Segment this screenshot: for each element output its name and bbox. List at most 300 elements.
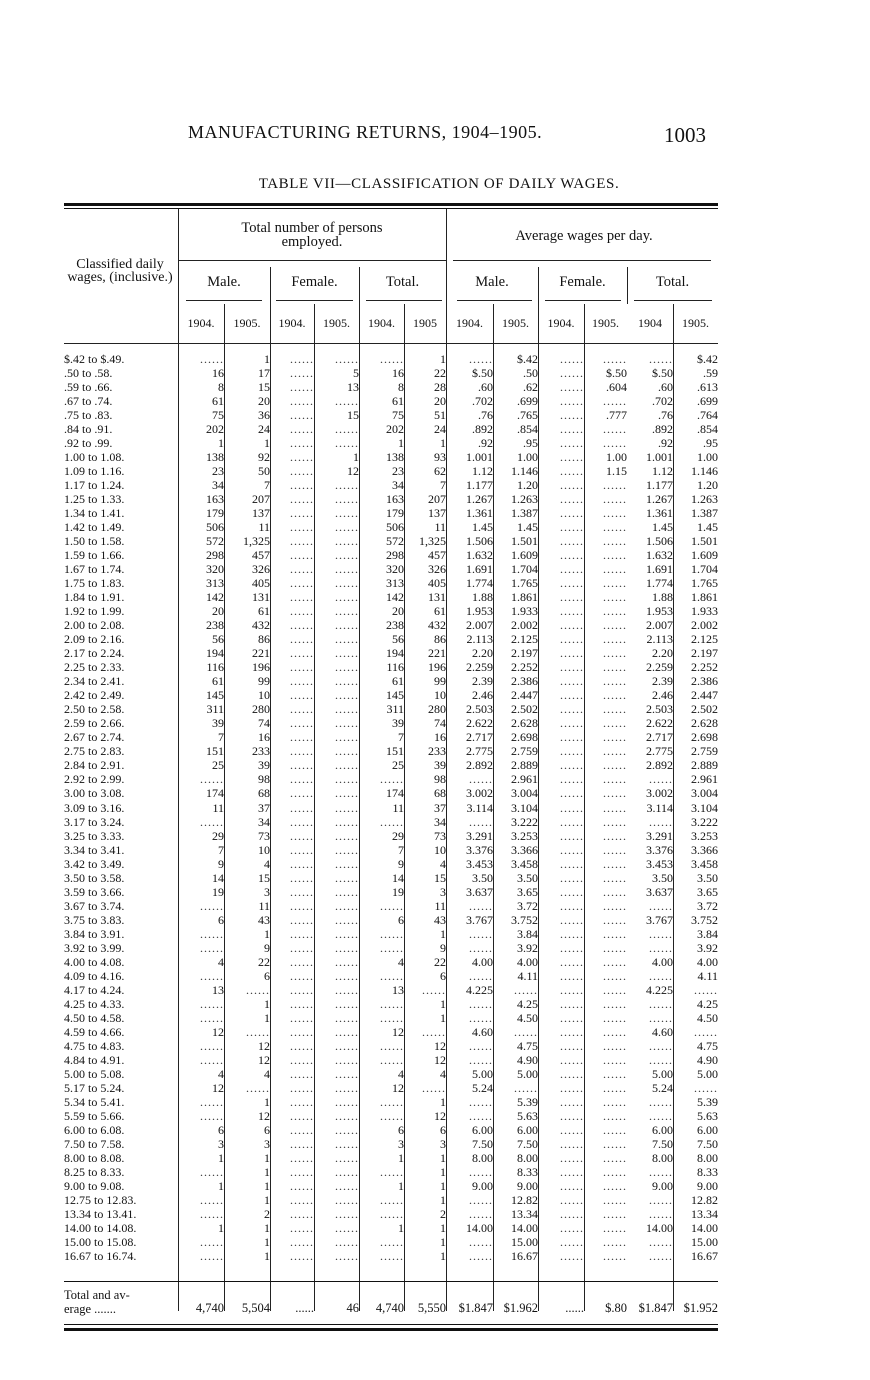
empty-cell	[584, 843, 627, 857]
value-cell: 16	[258, 730, 270, 745]
leader-dots: ......	[560, 422, 584, 437]
empty-cell	[270, 1193, 314, 1207]
empty-cell	[627, 1109, 673, 1123]
leader-dots: ......	[603, 730, 627, 745]
value-cell: 50	[258, 464, 270, 479]
value-cell: 1.387	[511, 506, 538, 521]
value-cell: 6	[440, 1122, 446, 1137]
leader-dots: ......	[335, 352, 359, 366]
year-header: 1905	[413, 316, 437, 330]
table-row	[64, 1109, 718, 1123]
value-cell: 7.50	[652, 1136, 673, 1151]
value-cell: 3.253	[511, 828, 538, 843]
value-cell: 405	[428, 576, 446, 591]
value-cell: 145	[386, 688, 404, 703]
value-cell: 1.267	[466, 492, 493, 507]
empty-cell	[538, 1067, 584, 1081]
value-cell: 13	[347, 380, 359, 395]
value-cell: 23	[212, 464, 224, 479]
value-cell: .613	[697, 380, 718, 395]
empty-cell	[270, 871, 314, 885]
wage-range-cell: .59 to .66.	[64, 380, 113, 395]
wage-range-cell: 2.84 to 2.91.	[64, 758, 125, 773]
leader-dots: ......	[603, 716, 627, 731]
empty-cell	[359, 1011, 404, 1025]
value-cell: 6	[218, 1122, 224, 1137]
value-cell: 506	[386, 520, 404, 535]
value-cell: 3.104	[691, 800, 718, 815]
value-cell: 1.263	[691, 492, 718, 507]
empty-cell	[446, 1011, 493, 1025]
value-cell: 1	[440, 1178, 446, 1193]
leader-dots: ......	[469, 898, 493, 913]
value-cell: 1.263	[511, 492, 538, 507]
empty-cell	[538, 520, 584, 534]
leader-dots: ......	[290, 1122, 314, 1137]
value-cell: 9	[440, 940, 446, 955]
leader-dots: ......	[560, 688, 584, 703]
table-row	[64, 1179, 718, 1193]
empty-cell	[446, 1109, 493, 1123]
top-double-rule-thick	[64, 203, 718, 206]
leader-dots: ......	[200, 1038, 224, 1053]
leader-dots: ......	[560, 618, 584, 633]
value-cell: 320	[386, 562, 404, 577]
value-cell: 1.20	[517, 478, 538, 493]
value-cell: 12	[434, 1052, 446, 1067]
leader-dots: ......	[694, 982, 718, 997]
leader-dots: ......	[603, 1066, 627, 1081]
empty-cell	[270, 562, 314, 576]
empty-cell	[627, 1235, 673, 1249]
value-cell: 3.222	[691, 814, 718, 829]
value-cell: 2.259	[466, 660, 493, 675]
empty-cell	[359, 815, 404, 829]
empty-cell	[627, 352, 673, 366]
value-cell: 1.12	[652, 464, 673, 479]
table-row	[64, 1123, 718, 1137]
leader-dots: ......	[514, 1080, 538, 1095]
value-cell: 2.002	[691, 618, 718, 633]
empty-cell	[314, 1207, 359, 1221]
leader-dots: ......	[335, 506, 359, 521]
leader-dots: ......	[560, 996, 584, 1011]
value-cell: 12	[434, 1108, 446, 1123]
leader-dots: ......	[335, 1192, 359, 1207]
value-cell: 3.767	[466, 912, 493, 927]
table-row	[64, 1067, 718, 1081]
value-cell: 1	[398, 1178, 404, 1193]
wage-range-cell: 2.67 to 2.74.	[64, 730, 125, 745]
leader-dots: ......	[469, 1010, 493, 1025]
empty-cell	[178, 815, 224, 829]
empty-cell	[314, 492, 359, 506]
empty-cell	[584, 997, 627, 1011]
value-cell: 2.197	[511, 646, 538, 661]
table-row	[64, 829, 718, 843]
table-row	[64, 843, 718, 857]
value-cell: 1.15	[606, 464, 627, 479]
empty-cell	[178, 1011, 224, 1025]
empty-cell	[627, 1249, 673, 1263]
value-cell: 138	[206, 450, 224, 465]
value-cell: 24	[258, 422, 270, 437]
leader-dots: ......	[335, 772, 359, 787]
empty-cell	[584, 1193, 627, 1207]
value-cell: 3.222	[511, 814, 538, 829]
value-cell: 163	[206, 492, 224, 507]
leader-dots: ......	[335, 492, 359, 507]
empty-cell	[314, 1039, 359, 1053]
value-cell: .699	[517, 394, 538, 409]
leader-dots: ......	[560, 534, 584, 549]
empty-cell	[270, 464, 314, 478]
empty-cell	[270, 1137, 314, 1151]
empty-cell	[446, 1235, 493, 1249]
wage-range-cell: 2.59 to 2.66.	[64, 716, 125, 731]
leader-dots: ......	[380, 898, 404, 913]
empty-cell	[446, 772, 493, 786]
wage-range-cell: 4.59 to 4.66.	[64, 1024, 125, 1039]
leader-dots: ......	[335, 926, 359, 941]
leader-dots: ......	[649, 1094, 673, 1109]
wage-range-cell: 14.00 to 14.08.	[64, 1220, 137, 1235]
wage-range-cell: 3.25 to 3.33.	[64, 828, 125, 843]
value-cell: 207	[428, 492, 446, 507]
leader-dots: ......	[603, 674, 627, 689]
leader-dots: ......	[380, 1108, 404, 1123]
leader-dots: ......	[560, 982, 584, 997]
empty-cell	[538, 1011, 584, 1025]
leader-dots: ......	[335, 786, 359, 801]
empty-cell	[359, 1095, 404, 1109]
empty-cell	[270, 716, 314, 730]
value-cell: 131	[252, 590, 270, 605]
value-cell: 137	[252, 506, 270, 521]
empty-cell	[224, 983, 270, 997]
empty-cell	[446, 1193, 493, 1207]
value-cell: 3	[440, 884, 446, 899]
value-cell: .92	[478, 436, 493, 451]
value-cell: 138	[386, 450, 404, 465]
value-cell: 4	[218, 954, 224, 969]
leader-dots: ......	[380, 940, 404, 955]
empty-cell	[359, 1053, 404, 1067]
leader-dots: ......	[560, 590, 584, 605]
value-cell: 75	[392, 408, 404, 423]
empty-cell	[627, 927, 673, 941]
leader-dots: ......	[290, 548, 314, 563]
value-cell: 99	[434, 674, 446, 689]
value-cell: 43	[258, 912, 270, 927]
empty-cell	[627, 899, 673, 913]
value-cell: 2.628	[691, 716, 718, 731]
value-cell: 137	[428, 506, 446, 521]
leader-dots: ......	[469, 1192, 493, 1207]
table-row	[64, 646, 718, 660]
value-cell: 12	[212, 1080, 224, 1095]
value-cell: .59	[703, 366, 718, 381]
leader-dots: ......	[560, 1066, 584, 1081]
empty-cell	[314, 1151, 359, 1165]
leader-dots: ......	[335, 562, 359, 577]
empty-cell	[314, 394, 359, 408]
leader-dots: ......	[290, 1010, 314, 1025]
empty-cell	[270, 436, 314, 450]
leader-dots: ......	[560, 772, 584, 787]
leader-dots: ......	[560, 562, 584, 577]
wage-range-cell: 5.59 to 5.66.	[64, 1108, 125, 1123]
empty-cell	[584, 829, 627, 843]
wage-range-cell: 2.75 to 2.83.	[64, 744, 125, 759]
table-row	[64, 534, 718, 548]
leader-dots: ......	[335, 478, 359, 493]
value-cell: 4	[398, 1066, 404, 1081]
empty-cell	[446, 1039, 493, 1053]
empty-cell	[538, 394, 584, 408]
wage-range-cell: 3.42 to 3.49.	[64, 856, 125, 871]
column-headers	[64, 209, 718, 344]
leader-dots: ......	[603, 688, 627, 703]
empty-cell	[584, 1081, 627, 1095]
empty-cell	[673, 1025, 718, 1039]
leader-dots: ......	[380, 1010, 404, 1025]
leader-dots: ......	[560, 800, 584, 815]
empty-cell	[314, 576, 359, 590]
value-cell: 11	[258, 898, 270, 913]
stub-header: Classified daily wages, (inclusive.)	[67, 257, 173, 285]
empty-cell	[178, 772, 224, 786]
leader-dots: ......	[335, 520, 359, 535]
leader-dots: ......	[335, 828, 359, 843]
leader-dots: ......	[335, 856, 359, 871]
empty-cell	[673, 1081, 718, 1095]
empty-cell	[314, 1165, 359, 1179]
value-cell: 1	[440, 926, 446, 941]
empty-cell	[178, 997, 224, 1011]
wage-range-cell: 2.09 to 2.16.	[64, 632, 125, 647]
leader-dots: ......	[603, 548, 627, 563]
empty-cell	[538, 1095, 584, 1109]
leader-dots: ......	[335, 576, 359, 591]
leader-dots: ......	[603, 1249, 627, 1263]
leader-dots: ......	[290, 1164, 314, 1179]
year-header: 1904.	[368, 316, 395, 330]
value-cell: 86	[434, 632, 446, 647]
running-title: MANUFACTURING RETURNS, 1904–1905.	[188, 122, 543, 142]
empty-cell	[627, 941, 673, 955]
value-cell: 86	[258, 632, 270, 647]
leader-dots: ......	[335, 884, 359, 899]
totals-row	[64, 1288, 718, 1316]
table-row	[64, 955, 718, 969]
value-cell: 14.00	[691, 1220, 718, 1235]
leader-dots: ......	[335, 940, 359, 955]
empty-cell	[538, 1123, 584, 1137]
empty-cell	[538, 674, 584, 688]
value-cell: 6.00	[472, 1122, 493, 1137]
leader-dots: ......	[290, 842, 314, 857]
leader-dots: ......	[649, 1038, 673, 1053]
empty-cell	[584, 1053, 627, 1067]
empty-cell	[538, 857, 584, 871]
value-cell: 61	[392, 674, 404, 689]
empty-cell	[178, 1235, 224, 1249]
leader-dots: ......	[560, 1178, 584, 1193]
empty-cell	[538, 464, 584, 478]
value-cell: 1.501	[691, 534, 718, 549]
empty-cell	[584, 548, 627, 562]
empty-cell	[493, 983, 538, 997]
empty-cell	[270, 688, 314, 702]
empty-cell	[314, 1193, 359, 1207]
value-cell: 7	[398, 842, 404, 857]
empty-cell	[584, 576, 627, 590]
empty-cell	[270, 927, 314, 941]
value-cell: 8.00	[697, 1150, 718, 1165]
empty-cell	[538, 436, 584, 450]
empty-cell	[314, 927, 359, 941]
value-cell: .76	[658, 408, 673, 423]
empty-cell	[314, 1249, 359, 1263]
value-cell: 39	[392, 716, 404, 731]
value-cell: 2.889	[511, 758, 538, 773]
value-cell: $.50	[472, 366, 493, 381]
value-cell: .892	[652, 422, 673, 437]
value-cell: 1	[440, 996, 446, 1011]
value-cell: 2.002	[511, 618, 538, 633]
value-cell: 4.11	[517, 968, 538, 983]
year-header: 1905.	[592, 316, 619, 330]
value-cell: 2.628	[511, 716, 538, 731]
leader-dots: ......	[335, 590, 359, 605]
value-cell: 1.774	[646, 576, 673, 591]
value-cell: 20	[212, 604, 224, 619]
value-cell: 22	[434, 366, 446, 381]
leader-dots: ......	[514, 982, 538, 997]
empty-cell	[538, 801, 584, 815]
empty-cell	[270, 618, 314, 632]
leader-dots: ......	[290, 1038, 314, 1053]
subheader-total-persons: Total.	[385, 274, 420, 290]
leader-dots: ......	[200, 1234, 224, 1249]
empty-cell	[270, 857, 314, 871]
leader-dots: ......	[335, 1122, 359, 1137]
value-cell: 17	[258, 366, 270, 381]
value-cell: 13	[212, 982, 224, 997]
empty-cell	[538, 758, 584, 772]
value-cell: $.50	[652, 366, 673, 381]
leader-dots: ......	[200, 1249, 224, 1263]
leader-dots: ......	[603, 1192, 627, 1207]
leader-dots: ......	[603, 884, 627, 899]
empty-cell	[584, 758, 627, 772]
value-cell: 12	[434, 1038, 446, 1053]
value-cell: 238	[386, 618, 404, 633]
value-cell: 4.00	[652, 954, 673, 969]
leader-dots: ......	[603, 758, 627, 773]
value-cell: 25	[212, 758, 224, 773]
leader-dots: ......	[603, 1234, 627, 1249]
value-cell: 3.50	[697, 870, 718, 885]
value-cell: 432	[252, 618, 270, 633]
value-cell: 1.691	[466, 562, 493, 577]
value-cell: 1	[353, 450, 359, 465]
table-row	[64, 913, 718, 927]
leader-dots: ......	[335, 646, 359, 661]
value-cell: 1.933	[511, 604, 538, 619]
value-cell: 34	[434, 814, 446, 829]
leader-dots: ......	[560, 548, 584, 563]
value-cell: 1	[264, 1150, 270, 1165]
leader-dots: ......	[290, 576, 314, 591]
value-cell: 19	[212, 884, 224, 899]
empty-cell	[538, 1249, 584, 1263]
empty-cell	[584, 674, 627, 688]
empty-cell	[538, 576, 584, 590]
empty-cell	[584, 815, 627, 829]
value-cell: 2.961	[511, 772, 538, 787]
leader-dots: ......	[469, 772, 493, 787]
leader-dots: ......	[290, 926, 314, 941]
value-cell: 572	[386, 534, 404, 549]
empty-cell	[538, 1179, 584, 1193]
empty-cell	[314, 590, 359, 604]
table-row	[64, 1235, 718, 1249]
leader-dots: ......	[603, 576, 627, 591]
total-cell: $1.952	[683, 1301, 718, 1315]
value-cell: 4.50	[517, 1010, 538, 1025]
value-cell: 7.50	[697, 1136, 718, 1151]
value-cell: 7	[264, 478, 270, 493]
value-cell: 194	[386, 646, 404, 661]
table-row	[64, 1053, 718, 1067]
empty-cell	[359, 899, 404, 913]
table-row	[64, 352, 718, 366]
leader-dots: ......	[290, 366, 314, 381]
empty-cell	[178, 1249, 224, 1263]
leader-dots: ......	[200, 1206, 224, 1221]
value-cell: 16	[392, 366, 404, 381]
empty-cell	[584, 534, 627, 548]
empty-cell	[627, 1011, 673, 1025]
leader-dots: ......	[603, 646, 627, 661]
leader-dots: ......	[335, 604, 359, 619]
value-cell: 1.146	[511, 464, 538, 479]
empty-cell	[404, 1025, 446, 1039]
empty-cell	[270, 815, 314, 829]
table-row	[64, 1137, 718, 1151]
leader-dots: ......	[290, 618, 314, 633]
value-cell: 151	[386, 744, 404, 759]
empty-cell	[584, 1067, 627, 1081]
value-cell: 1	[264, 1249, 270, 1263]
leader-dots: ......	[335, 1108, 359, 1123]
empty-cell	[270, 941, 314, 955]
leader-dots: ......	[560, 520, 584, 535]
value-cell: 2.259	[646, 660, 673, 675]
value-cell: 3.453	[646, 856, 673, 871]
leader-dots: ......	[560, 380, 584, 395]
value-cell: 8.33	[517, 1164, 538, 1179]
value-cell: 13	[392, 982, 404, 997]
value-cell: 3.002	[466, 786, 493, 801]
value-cell: 4	[398, 954, 404, 969]
value-cell: 1	[440, 1249, 446, 1263]
empty-cell	[178, 899, 224, 913]
leader-dots: ......	[290, 394, 314, 409]
leader-dots: ......	[290, 492, 314, 507]
